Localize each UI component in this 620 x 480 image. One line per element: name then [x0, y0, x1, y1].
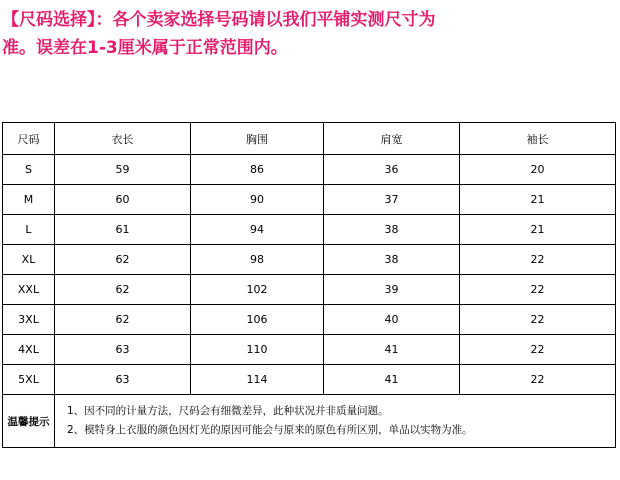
cell-length: 63 — [55, 335, 191, 365]
table-row — [3, 185, 616, 215]
cell-length: 62 — [55, 245, 191, 275]
table-row — [3, 155, 616, 185]
cell-size: 3XL — [3, 305, 55, 335]
size-selection-notice — [2, 6, 618, 62]
cell-chest: 110 — [191, 335, 324, 365]
cell-size: M — [3, 185, 55, 215]
table-row — [3, 245, 616, 275]
cell-sleeve: 21 — [460, 215, 616, 245]
header-sleeve: 袖长 — [460, 123, 616, 155]
cell-size: 5XL — [3, 365, 55, 395]
cell-size: XL — [3, 245, 55, 275]
cell-chest: 106 — [191, 305, 324, 335]
cell-sleeve: 22 — [460, 335, 616, 365]
notes-label: 温馨提示 — [3, 395, 55, 448]
cell-length: 61 — [55, 215, 191, 245]
cell-chest: 102 — [191, 275, 324, 305]
cell-size: XXL — [3, 275, 55, 305]
cell-sleeve: 22 — [460, 245, 616, 275]
table-row — [3, 275, 616, 305]
cell-sleeve: 21 — [460, 185, 616, 215]
note-line-1: 1、因不同的计量方法，尺码会有细微差异，此种状况并非质量问题。 — [67, 405, 389, 417]
table-row — [3, 215, 616, 245]
cell-shoulder: 38 — [324, 215, 460, 245]
cell-chest: 114 — [191, 365, 324, 395]
size-chart-table — [2, 122, 616, 448]
cell-shoulder: 36 — [324, 155, 460, 185]
cell-shoulder: 39 — [324, 275, 460, 305]
notes-row — [3, 395, 616, 448]
header-size: 尺码 — [3, 123, 55, 155]
cell-chest: 94 — [191, 215, 324, 245]
cell-length: 62 — [55, 305, 191, 335]
cell-sleeve: 22 — [460, 275, 616, 305]
cell-length: 63 — [55, 365, 191, 395]
cell-length: 60 — [55, 185, 191, 215]
header-shoulder: 肩宽 — [324, 123, 460, 155]
notice-line-2: 准。误差在1-3厘米属于正常范围内。 — [2, 38, 288, 58]
table-row — [3, 305, 616, 335]
cell-size: S — [3, 155, 55, 185]
table-header-row — [3, 123, 616, 155]
cell-shoulder: 38 — [324, 245, 460, 275]
cell-length: 59 — [55, 155, 191, 185]
header-chest: 胸围 — [191, 123, 324, 155]
table-row — [3, 335, 616, 365]
table-row — [3, 365, 616, 395]
cell-shoulder: 37 — [324, 185, 460, 215]
cell-shoulder: 41 — [324, 335, 460, 365]
cell-chest: 86 — [191, 155, 324, 185]
notes-body — [55, 395, 616, 448]
cell-chest: 98 — [191, 245, 324, 275]
header-length: 衣长 — [55, 123, 191, 155]
cell-size: 4XL — [3, 335, 55, 365]
cell-sleeve: 22 — [460, 365, 616, 395]
cell-shoulder: 40 — [324, 305, 460, 335]
note-line-2: 2、模特身上衣服的颜色因灯光的原因可能会与原来的原色有所区别，单品以实物为准。 — [67, 424, 473, 436]
cell-sleeve: 20 — [460, 155, 616, 185]
notice-line-1: 【尺码选择】：各个卖家选择号码请以我们平铺实测尺寸为 — [2, 10, 436, 30]
cell-size: L — [3, 215, 55, 245]
cell-sleeve: 22 — [460, 305, 616, 335]
cell-chest: 90 — [191, 185, 324, 215]
cell-length: 62 — [55, 275, 191, 305]
cell-shoulder: 41 — [324, 365, 460, 395]
